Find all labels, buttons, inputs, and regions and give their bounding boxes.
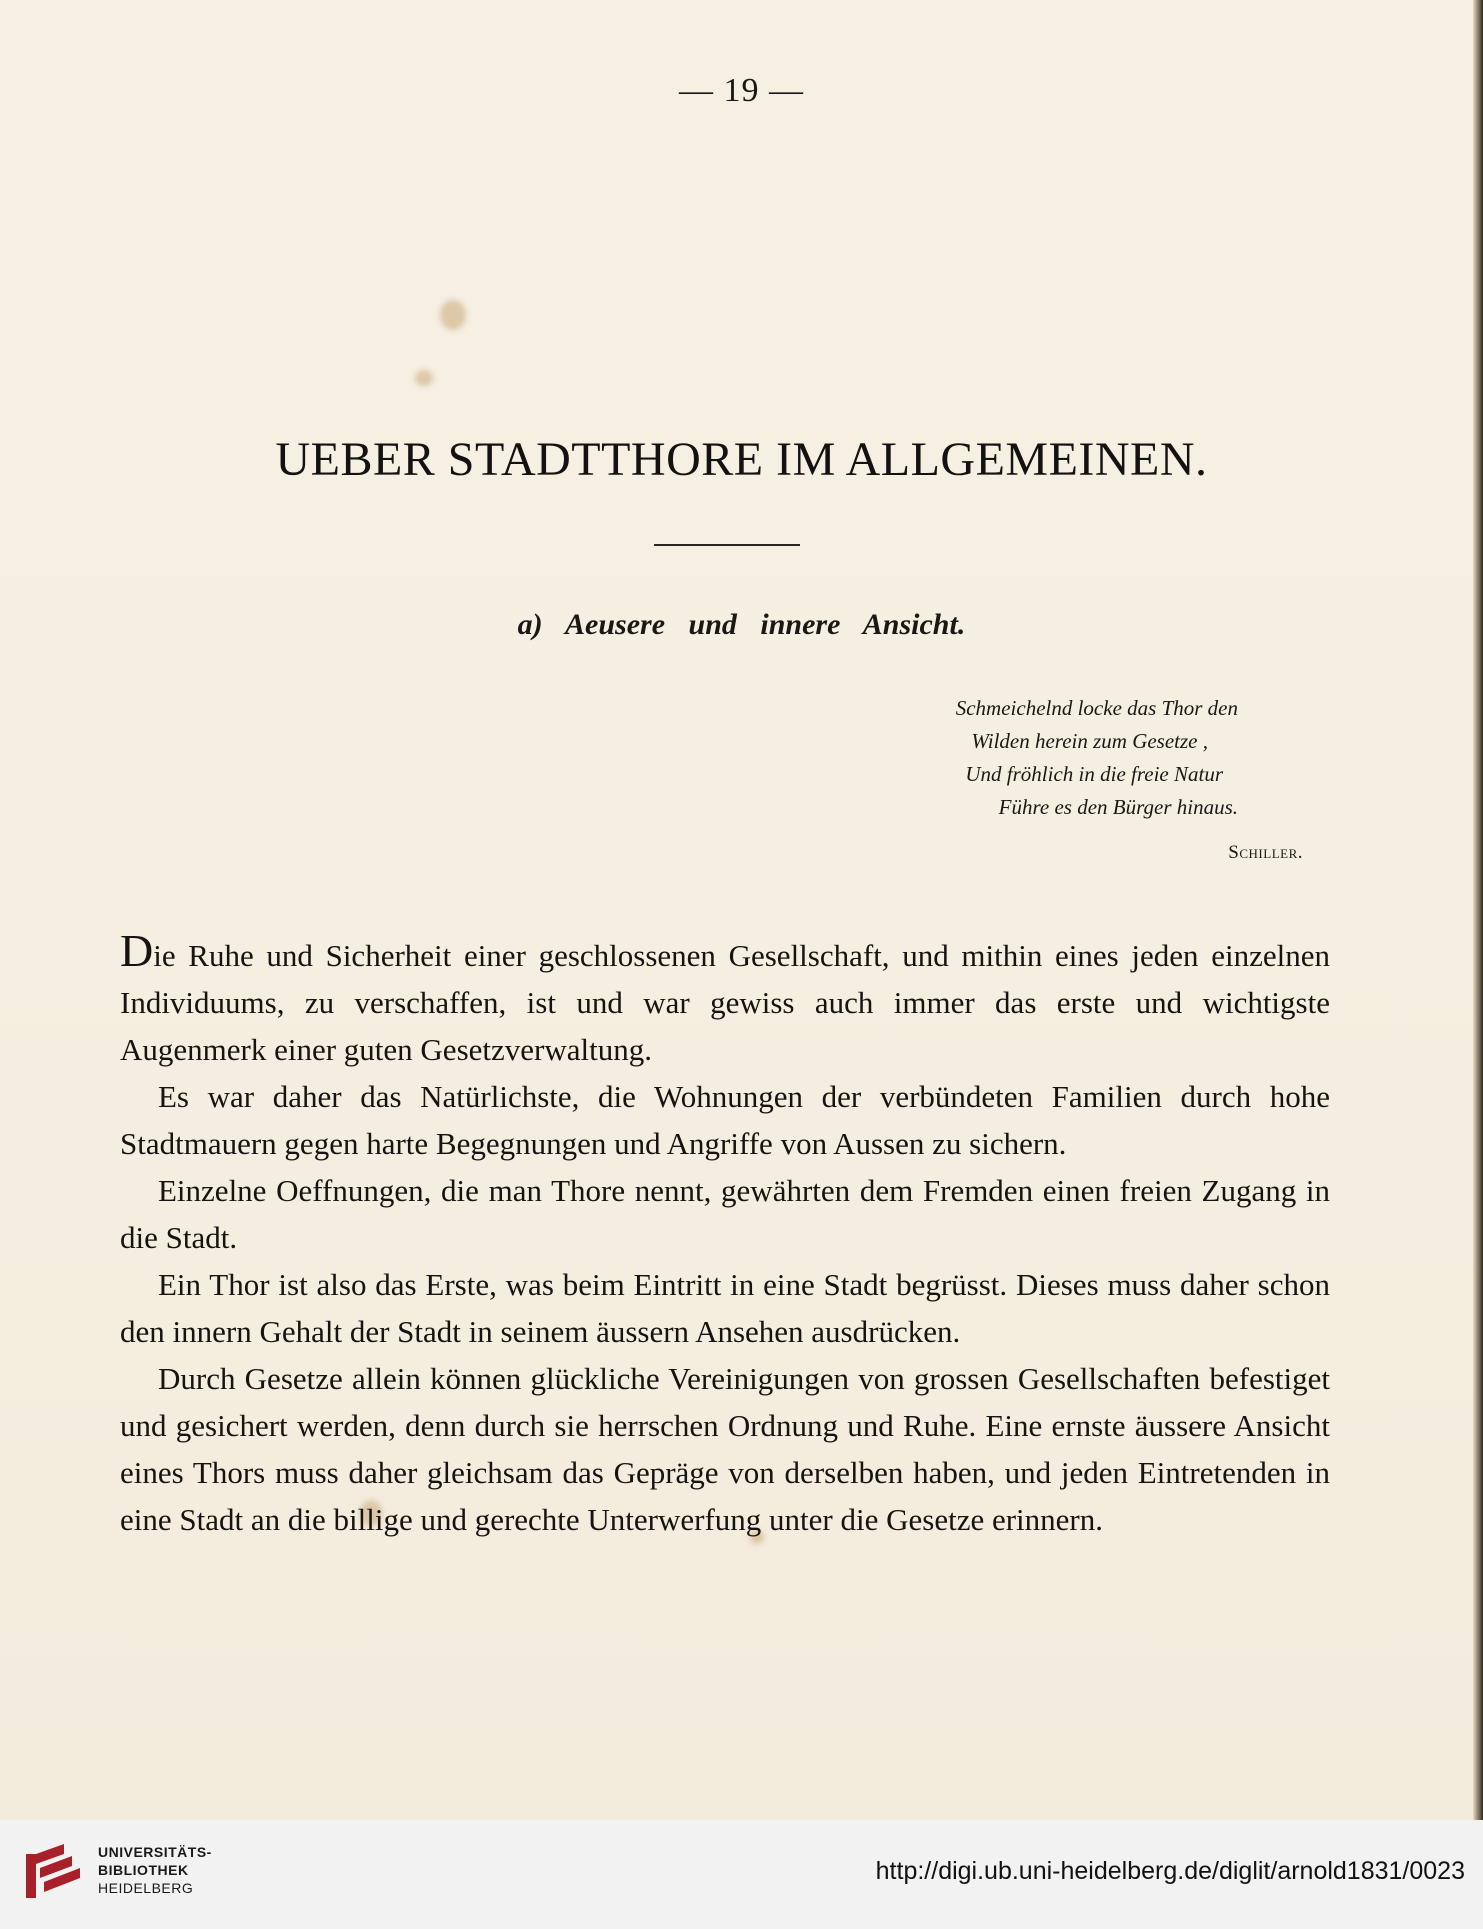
paragraph: Einzelne Oeffnungen, die man Thore nennt, gewährten dem Fremden einen freien Zugang in die Stadt. [120, 1173, 1330, 1255]
paragraph [120, 925, 1330, 1073]
drop-cap: D [120, 925, 154, 976]
paragraph: Es war daher das Natürlichste, die Wohnungen der verbündeten Familien durch hohe Stadtmauern gegen harte Begegnungen und Angriffe von Aussen zu sichern. [120, 1079, 1330, 1161]
page-edge-shadow [1473, 0, 1483, 1820]
epigraph-line: Schmeichelnd locke das Thor den [955, 696, 1238, 720]
chapter-title: UEBER STADTTHORE IM ALLGEMEINEN. [275, 433, 1208, 486]
paragraph: Durch Gesetze allein können glückliche Vereinigungen von grossen Gesellschaften befestiget und gesichert werden, denn durch sie herrschen Ordnung und Ruhe. Eine ernste äussere Ansicht eines Thors muss daher gleichsam das Gepräge von derselben haben, und jeden Eintretenden in eine Stadt an die billige und gerechte Unterwerfung unter die Gesetze erinnern. [120, 1361, 1330, 1537]
stain-mark [415, 370, 433, 386]
epigraph [956, 692, 1238, 824]
university-library-logo-icon[interactable] [22, 1840, 84, 1902]
institution-name [98, 1843, 212, 1897]
epigraph-line: Führe es den Bürger hinaus. [998, 795, 1238, 819]
permalink-url[interactable]: http://digi.ub.uni-heidelberg.de/diglit/arnold1831/0023 [875, 1857, 1465, 1885]
paragraph-text: ie Ruhe und Sicherheit einer geschlossenen Gesellschaft, und mithin eines jeden einzelnen Individuums, zu verschaffen, ist und war gewiss auch immer das erste und wichtigste Augenmerk einer guten Gesetzverwaltung. [120, 938, 1330, 1067]
section-subtitle: a) Aeusere und innere Ansicht. [517, 608, 966, 641]
institution-line: HEIDELBERG [98, 1880, 194, 1896]
stain-mark [440, 300, 466, 330]
institution-line: UNIVERSITÄTS- [98, 1844, 212, 1860]
epigraph-line: Wilden herein zum Gesetze , [971, 729, 1208, 753]
title-rule [654, 544, 800, 546]
paragraph: Ein Thor ist also das Erste, was beim Eintritt in eine Stadt begrüsst. Dieses muss daher schon den innern Gehalt der Stadt in seinem äussern Ansehen ausdrücken. [120, 1267, 1330, 1349]
epigraph-line: Und fröhlich in die freie Natur [965, 762, 1223, 786]
body-text [120, 925, 1330, 1543]
epigraph-attribution: Schiller. [1228, 842, 1303, 863]
institution-line: BIBLIOTHEK [98, 1862, 189, 1878]
page-number: — 19 — [679, 72, 804, 109]
